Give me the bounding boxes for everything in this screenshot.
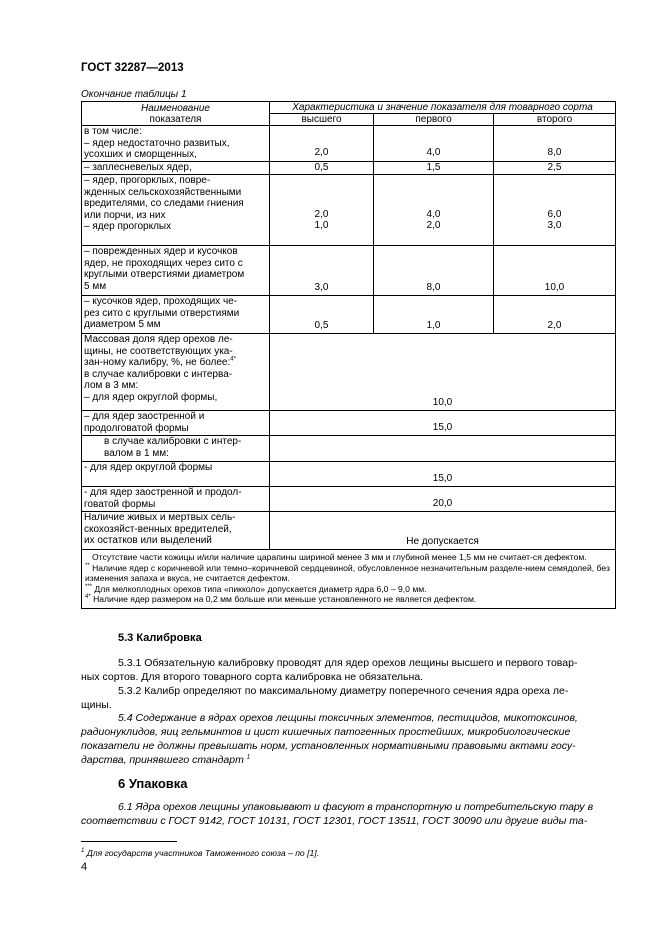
indicator-line	[84, 357, 267, 369]
indicator-cell	[82, 512, 270, 550]
value: 4,0	[426, 147, 441, 159]
value: 8,0	[547, 147, 562, 159]
text-line: соответствии с ГОСТ 9142, ГОСТ 10131, ГОСТ 12301, ГОСТ 13511, ГОСТ 30090 или другие виды та-	[81, 815, 588, 827]
text-line: щины.	[81, 699, 112, 711]
value: 2,0	[314, 208, 329, 220]
indicator-line: – для ядер заостренной и	[84, 411, 205, 422]
value-cell: 20,0	[270, 487, 616, 512]
text-line: ных сортов. Для второго товарного сорта калибровка не обязательна.	[81, 671, 424, 683]
grade-header: второго	[494, 114, 616, 126]
value-cell	[270, 246, 374, 296]
note-text: Наличие ядер с коричневой или темно–коричневой сердцевиной, обусловленное незначительным разделе-нием семядолей, без изменения запаха и вкуса, не считается дефектом.	[85, 562, 610, 584]
indicator-line: 5 мм	[84, 280, 107, 292]
footnote-separator	[81, 841, 177, 842]
value-cell	[494, 162, 616, 175]
note-mark: 4*	[230, 356, 236, 363]
value: 3,0	[314, 282, 329, 294]
note-text: Отсутствие части кожицы и/или наличие царапины шириной менее 3 мм и глубиной менее 1,5 мм не считает-ся дефектом.	[92, 552, 587, 562]
value-cell	[494, 296, 616, 334]
value: 3,0	[547, 220, 562, 232]
indicator-line: – ядер недостаточно развитых,	[84, 137, 230, 149]
indicator-line: – заплесневелых ядер,	[84, 162, 192, 173]
value: 2,0	[547, 320, 562, 332]
table-row	[82, 334, 616, 411]
value-cell	[494, 126, 616, 162]
value-cell	[374, 126, 494, 162]
value-cell	[270, 296, 374, 334]
value: 2,0	[314, 147, 329, 159]
paragraph-6-1	[81, 800, 615, 828]
indicator-cell	[82, 487, 270, 512]
indicator-line: Наличие живых и мертвых сель-	[84, 512, 236, 523]
indicator-line: Массовая доля ядер орехов ле-	[84, 334, 233, 345]
grade-header: высшего	[270, 114, 374, 126]
indicator-line: - для ядер заостренной и продол-	[84, 487, 242, 498]
value-cell	[494, 246, 616, 296]
value: 0,5	[314, 162, 329, 174]
indicator-line: в случае калибровки с интер-	[104, 436, 242, 447]
grade-header: первого	[374, 114, 494, 126]
indicator-line: лом в 3 мм:	[84, 380, 139, 392]
footnote-ref: 1	[246, 754, 251, 761]
indicator-line: – для ядер округлой формы,	[84, 391, 218, 403]
indicator-cell	[82, 436, 270, 462]
table-row	[82, 512, 616, 550]
note-mark: 4*	[85, 594, 91, 601]
table-caption: Окончание таблицы 1	[81, 89, 187, 100]
note-text: Наличие ядер размером на 0,2 мм больше или меньше установленного не является дефектом.	[93, 594, 477, 605]
text-line: 5.3.2 Калибр определяют по максимальному диаметру поперечного сечения ядра ореха ле-	[118, 685, 569, 697]
value-cell	[270, 175, 374, 246]
note-mark: ***	[85, 583, 93, 590]
value-cell	[270, 162, 374, 175]
value-cell: Не допускается	[270, 512, 616, 550]
col-name-header	[82, 102, 270, 126]
col-name-line: показателя	[149, 113, 202, 125]
paragraph-5-3-2	[81, 684, 615, 712]
value: 2,0	[426, 220, 441, 232]
indicator-line: - для ядер округлой формы	[84, 462, 213, 473]
text-line: 5.3.1 Обязательную калибровку проводят для ядер орехов лещины высшего и первого товар-	[118, 657, 578, 669]
value-cell: 15,0	[270, 462, 616, 487]
footnote-mark: 1	[81, 848, 85, 855]
indicator-line: в случае калибровки с интерва-	[84, 368, 233, 380]
indicator-line: говатой формы	[84, 498, 156, 510]
indicator-line: рез сито с круглыми отверстиями	[84, 307, 240, 319]
table-note	[85, 563, 612, 584]
text-line: 5.4 Содержание в ядрах орехов лещины токсичных элементов, пестицидов, микотоксинов,	[118, 712, 578, 724]
value: 8,0	[426, 282, 441, 294]
paragraph-5-4	[81, 711, 615, 767]
table-notes	[82, 550, 616, 609]
text-line	[81, 800, 615, 814]
indicator-line: их остатков или выделений	[84, 535, 212, 547]
table-row	[82, 162, 616, 175]
value-cell	[374, 175, 494, 246]
value-cell	[374, 246, 494, 296]
indicator-line: в том числе:	[84, 126, 142, 137]
table-note	[85, 584, 612, 595]
text-line: радионуклидов, яиц гельминтов и цист кишечных патогенных простейших, микробиологические	[81, 726, 571, 738]
indicator-line: – поврежденных ядер и кусочков	[84, 246, 238, 257]
section-5-3-title: 5.3 Калибровка	[118, 632, 202, 644]
footnote	[81, 848, 319, 858]
note-mark: **	[85, 562, 90, 569]
value-cell	[374, 296, 494, 334]
table-row	[82, 411, 616, 436]
value-cell: 15,0	[270, 411, 616, 436]
value: 1,5	[426, 162, 441, 174]
value: 6,0	[547, 208, 562, 220]
indicator-line: – ядер прогорклых	[84, 221, 172, 233]
quality-table	[81, 101, 616, 609]
table-note	[85, 594, 612, 605]
document-header: ГОСТ 32287—2013	[81, 62, 184, 74]
indicator-cell	[82, 411, 270, 436]
table-row	[82, 436, 616, 462]
indicator-line: жденных сельскохозяйственными	[84, 186, 242, 198]
indicator-line: щины, не соответствующих ука-	[84, 345, 233, 357]
col-group-header: Характеристика и значение показателя для товарного сорта	[270, 102, 616, 114]
table-row	[82, 487, 616, 512]
indicator-cell	[82, 296, 270, 334]
table-notes-row	[82, 550, 616, 609]
indicator-line: валом в 1 мм:	[104, 447, 169, 459]
text-line: показатели не должны превышать норм, установленных нормативными правовыми актами госу-	[81, 740, 576, 752]
table-header-row-1	[82, 102, 616, 114]
indicator-cell	[82, 246, 270, 296]
indicator-line: – кусочков ядер, проходящих че-	[84, 296, 238, 307]
value-cell	[374, 162, 494, 175]
indicator-cell	[82, 162, 270, 175]
table-note	[85, 552, 612, 563]
note-text: Для мелкоплодных орехов типа «пикколо» допускается диаметр ядра 6,0 – 9,0 мм.	[94, 583, 427, 594]
paragraph-5-3-1	[81, 656, 615, 684]
page-number: 4	[81, 861, 88, 873]
indicator-line: – ядер, прогорклых, повре-	[84, 175, 211, 186]
indicator-line: продолговатой формы	[84, 422, 189, 434]
table-row	[82, 246, 616, 296]
indicator-line: скохозяйст-венных вредителей,	[84, 523, 232, 535]
value-cell: 10,0	[270, 334, 616, 411]
footnote-text: Для государств участников Таможенного союза – по [1].	[86, 848, 320, 858]
indicator-line: диаметром 5 мм	[84, 319, 161, 331]
text-line	[81, 753, 615, 767]
value: 10,0	[544, 282, 565, 294]
section-6-title: 6 Упаковка	[118, 776, 188, 791]
value: 0,5	[314, 320, 329, 332]
indicator-line: ядер, не проходящих через сито с	[84, 257, 243, 269]
indicator-line: вредителями, со следами гниения	[84, 198, 244, 210]
value-cell	[494, 175, 616, 246]
indicator-line: усохших и сморщенных,	[84, 149, 197, 161]
indicator-line-text: зан-ному калибру, %, не более:	[84, 357, 231, 369]
value: 2,5	[547, 162, 562, 174]
table-row	[82, 296, 616, 334]
indicator-cell	[82, 126, 270, 162]
value-cell	[270, 126, 374, 162]
value: 1,0	[314, 220, 329, 232]
value: 4,0	[426, 208, 441, 220]
indicator-cell	[82, 334, 270, 411]
table-row	[82, 126, 616, 162]
text-line-part: 6.1 Ядра орехов лещины упаковывают и фасуют в транспортную и потребительскую тару в	[118, 801, 594, 813]
value-cell	[270, 436, 616, 462]
table-row	[82, 175, 616, 246]
indicator-cell	[82, 175, 270, 246]
text-line-part: дарства, принявшего стандарт	[81, 754, 244, 766]
col-name-line: Наименование	[140, 102, 210, 114]
indicator-line: круглыми отверстиями диаметром	[84, 269, 245, 281]
indicator-cell	[82, 462, 270, 487]
table-row	[82, 462, 616, 487]
indicator-line: или порчи, из них	[84, 209, 166, 221]
value: 1,0	[426, 320, 441, 332]
